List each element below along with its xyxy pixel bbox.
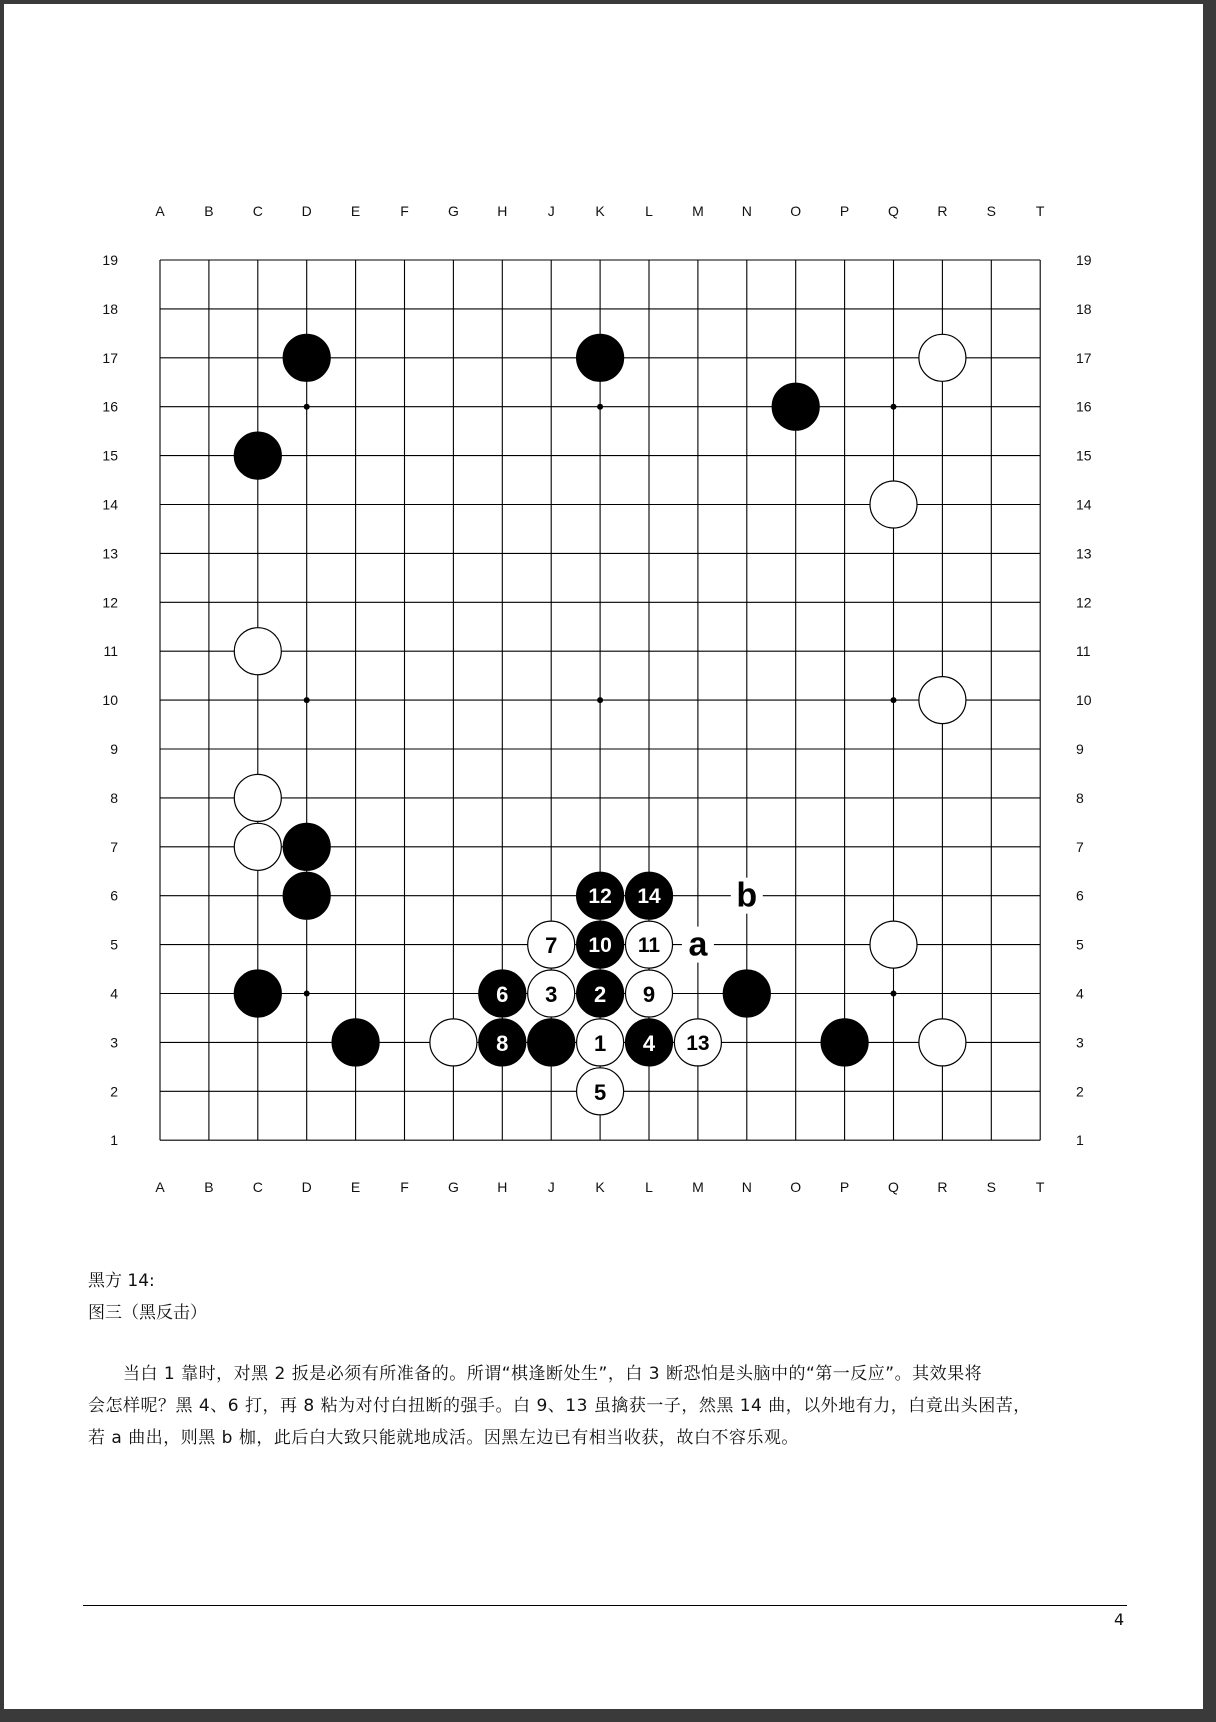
star-point bbox=[304, 404, 310, 410]
row-label-left: 3 bbox=[110, 1034, 118, 1051]
row-label-right: 10 bbox=[1076, 692, 1092, 709]
row-label-left: 6 bbox=[110, 887, 118, 904]
column-label-top: P bbox=[839, 203, 850, 219]
white-stone bbox=[919, 1019, 966, 1066]
point-marker-b: b bbox=[736, 876, 758, 915]
column-label-bottom: N bbox=[741, 1179, 752, 1195]
row-label-right: 14 bbox=[1076, 496, 1092, 513]
column-label-top: K bbox=[595, 203, 605, 219]
white-stone bbox=[234, 774, 281, 821]
move-number: 8 bbox=[496, 1030, 509, 1056]
move-number: 3 bbox=[545, 982, 558, 1007]
row-label-left: 12 bbox=[102, 594, 118, 611]
move-number: 12 bbox=[588, 885, 612, 909]
row-label-left: 8 bbox=[110, 789, 118, 806]
black-stone bbox=[772, 383, 819, 430]
row-label-left: 16 bbox=[102, 398, 118, 415]
move-number: 4 bbox=[642, 1030, 656, 1056]
move-number: 11 bbox=[637, 934, 661, 958]
column-label-bottom: J bbox=[547, 1179, 555, 1195]
column-label-bottom: H bbox=[497, 1179, 508, 1195]
row-label-left: 4 bbox=[110, 985, 118, 1002]
row-label-right: 5 bbox=[1076, 936, 1084, 953]
row-label-right: 11 bbox=[1076, 643, 1091, 660]
white-stone bbox=[870, 481, 917, 528]
column-label-bottom: C bbox=[252, 1179, 263, 1195]
black-stone bbox=[723, 970, 770, 1017]
column-label-top: D bbox=[301, 203, 312, 219]
black-stone bbox=[283, 823, 330, 870]
row-label-right: 18 bbox=[1076, 300, 1092, 317]
row-label-right: 4 bbox=[1076, 985, 1084, 1002]
column-label-bottom: Q bbox=[888, 1179, 899, 1195]
column-label-top: N bbox=[741, 203, 752, 219]
move-number: 10 bbox=[588, 934, 612, 958]
white-stone bbox=[870, 921, 917, 968]
column-label-bottom: B bbox=[204, 1179, 214, 1195]
row-label-left: 9 bbox=[110, 741, 118, 757]
row-label-right: 15 bbox=[1076, 447, 1092, 464]
black-stone bbox=[234, 432, 281, 479]
commentary-line-1: 当白 1 靠时，对黑 2 扳是必须有所准备的。所谓“棋逢断处生”，白 3 断恐怕是头脑中的“第一反应”。其效果将 bbox=[88, 1364, 983, 1384]
column-label-top: H bbox=[497, 203, 508, 219]
row-label-right: 13 bbox=[1076, 545, 1092, 562]
page-number: 4 bbox=[1114, 1610, 1125, 1629]
markers-layer bbox=[682, 877, 763, 964]
black-stone bbox=[234, 970, 281, 1017]
column-label-top: E bbox=[350, 203, 361, 219]
white-stone bbox=[430, 1019, 477, 1066]
row-label-right: 9 bbox=[1076, 741, 1084, 757]
row-label-right: 7 bbox=[1076, 838, 1084, 855]
column-label-top: F bbox=[400, 203, 409, 219]
column-label-top: O bbox=[790, 203, 802, 219]
row-label-right: 19 bbox=[1076, 252, 1092, 268]
row-label-right: 6 bbox=[1076, 887, 1084, 904]
black-stone bbox=[528, 1019, 575, 1066]
row-label-left: 7 bbox=[110, 838, 118, 855]
black-stone bbox=[283, 334, 330, 381]
move-number: 6 bbox=[496, 982, 509, 1007]
caption-player: 黑方 14: bbox=[88, 1271, 155, 1291]
column-label-bottom: D bbox=[301, 1179, 312, 1195]
star-point bbox=[597, 404, 603, 410]
star-point bbox=[891, 697, 897, 703]
column-label-bottom: M bbox=[692, 1179, 704, 1195]
row-label-left: 10 bbox=[102, 692, 118, 709]
row-label-left: 19 bbox=[102, 252, 118, 268]
footer-rule bbox=[83, 1605, 1127, 1606]
black-stone bbox=[821, 1019, 868, 1066]
white-stone bbox=[234, 628, 281, 675]
column-label-bottom: P bbox=[839, 1179, 850, 1195]
star-point bbox=[891, 404, 897, 410]
row-label-left: 13 bbox=[102, 545, 118, 562]
column-label-top: C bbox=[252, 203, 263, 219]
column-label-top: S bbox=[986, 203, 996, 219]
star-point bbox=[304, 697, 310, 703]
move-number: 5 bbox=[593, 1079, 607, 1105]
column-label-top: J bbox=[547, 203, 555, 219]
move-number: 9 bbox=[642, 982, 656, 1007]
star-point bbox=[597, 697, 603, 703]
move-number: 7 bbox=[545, 933, 558, 959]
row-label-left: 1 bbox=[110, 1132, 118, 1149]
row-label-left: 11 bbox=[103, 643, 118, 660]
row-label-right: 12 bbox=[1076, 594, 1092, 611]
column-label-bottom: S bbox=[986, 1179, 996, 1195]
point-marker-a: a bbox=[688, 925, 708, 964]
white-stone bbox=[919, 334, 966, 381]
move-number: 2 bbox=[593, 982, 607, 1007]
commentary-line-2: 会怎样呢？黑 4、6 打，再 8 粘为对付白扭断的强手。白 9、13 虽擒获一子，然黑 14 曲，以外地有力，白竟出头困苦， bbox=[88, 1396, 1031, 1416]
column-label-bottom: O bbox=[790, 1179, 802, 1195]
column-label-top: A bbox=[155, 203, 165, 219]
column-label-bottom: E bbox=[350, 1179, 361, 1195]
column-label-top: M bbox=[692, 203, 704, 219]
black-stone bbox=[332, 1019, 379, 1066]
row-label-left: 14 bbox=[102, 496, 118, 513]
column-label-bottom: R bbox=[937, 1179, 948, 1195]
black-stone bbox=[283, 872, 330, 919]
row-label-right: 16 bbox=[1076, 398, 1092, 415]
row-label-left: 2 bbox=[110, 1083, 118, 1100]
row-label-left: 18 bbox=[102, 300, 118, 317]
caption-figure-title: 图三（黑反击） bbox=[88, 1303, 207, 1323]
row-label-right: 2 bbox=[1076, 1083, 1084, 1100]
move-number: 13 bbox=[686, 1031, 710, 1055]
move-number: 14 bbox=[637, 885, 661, 909]
column-label-bottom: G bbox=[447, 1179, 459, 1195]
column-label-bottom: L bbox=[645, 1179, 653, 1195]
column-label-bottom: A bbox=[155, 1179, 165, 1195]
column-label-top: R bbox=[937, 203, 948, 219]
row-label-left: 17 bbox=[102, 349, 118, 366]
row-label-left: 5 bbox=[110, 936, 118, 953]
column-label-top: L bbox=[645, 203, 653, 219]
move-number: 1 bbox=[593, 1030, 607, 1056]
white-stone bbox=[919, 677, 966, 724]
row-label-right: 3 bbox=[1076, 1034, 1084, 1051]
column-label-top: Q bbox=[888, 203, 899, 219]
row-label-right: 17 bbox=[1076, 349, 1092, 366]
commentary-line-3: 若 a 曲出，则黑 b 枷，此后白大致只能就地成活。因黑左边已有相当收获，故白不容乐观。 bbox=[88, 1428, 799, 1448]
column-label-top: G bbox=[447, 203, 459, 219]
column-label-bottom: K bbox=[595, 1179, 605, 1195]
column-label-bottom: F bbox=[400, 1179, 409, 1195]
row-label-left: 15 bbox=[102, 447, 118, 464]
star-point bbox=[891, 991, 897, 997]
column-label-top: T bbox=[1035, 203, 1045, 219]
column-label-bottom: T bbox=[1035, 1179, 1045, 1195]
black-stone bbox=[577, 334, 624, 381]
row-label-right: 1 bbox=[1076, 1132, 1084, 1149]
row-label-right: 8 bbox=[1076, 789, 1084, 806]
star-point bbox=[304, 991, 310, 997]
white-stone bbox=[234, 823, 281, 870]
column-label-top: B bbox=[204, 203, 214, 219]
